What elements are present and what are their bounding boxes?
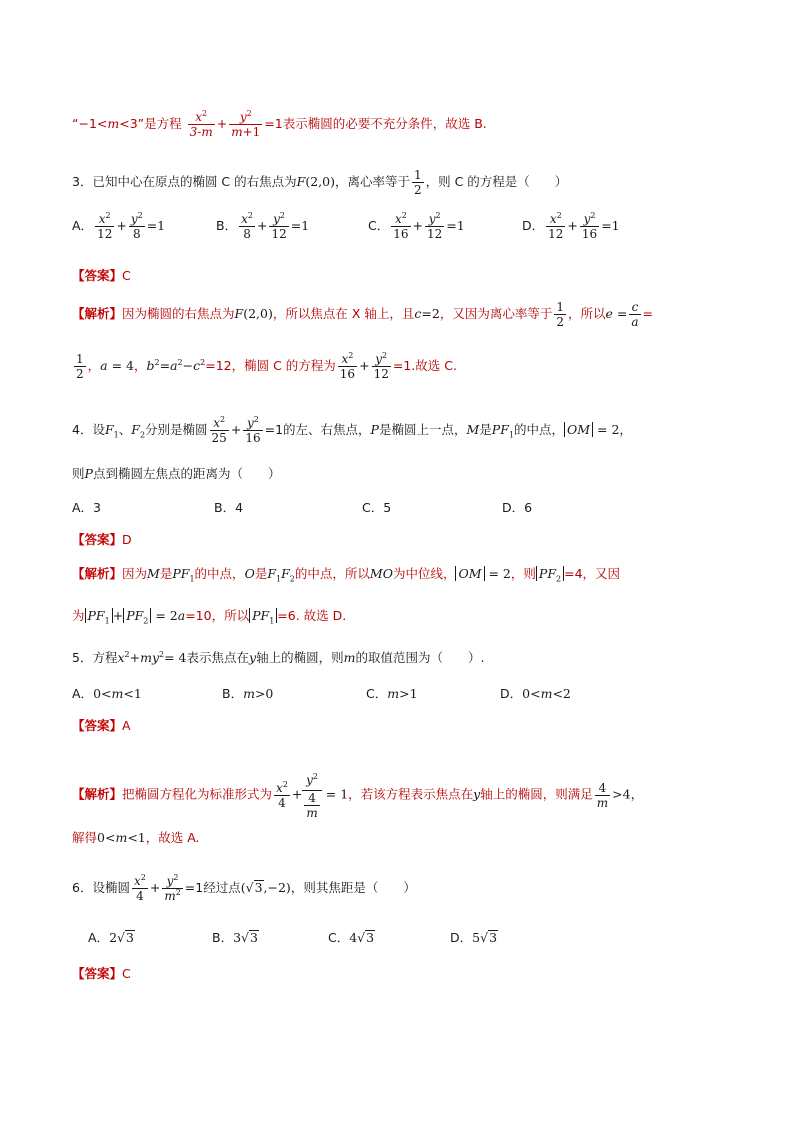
q5-option-c: C．m>1 [366,686,418,701]
q6-stem: 6．设椭圆 $\frac{x^2}{4}$ + $\frac{y^2}{m^2}$ =1经过点(√3,−2)，则其焦距是（ ） [72,873,416,903]
q5-stem: 5．方程$x^2+my^2= 4$表示焦点在y轴上的椭圆，则m的取值范围为（ ）. [72,649,485,665]
q3-stem [72,168,567,197]
q4-option-a: A．3 [72,500,102,515]
q6-option-b: B．3√3 [212,930,258,945]
q3-option-a: A． $\frac{x^2}{12}$ + $\frac{y^2}{8}$ =1 [72,211,166,241]
q5-option-b: B．m>0 [222,686,274,701]
math: F(2,0) [296,174,335,189]
q4-option-c: C．5 [362,500,392,515]
q6-option-a: A．2√3 [88,930,134,945]
q6-option-c: C．4√3 [328,930,375,945]
fraction: $\frac{x^2}{3-m}$ [189,109,213,139]
q4-analysis-1: 【解析】因为M是$PF_1$的中点，O是$F_1F_2$的中点，所以MO为中位线， OM = 2，则 $PF_2 =4$，又因 [72,566,621,584]
fraction: $\frac{y^2}{m+1}$ [231,109,261,139]
q4-stem-2: 则P点到椭圆左焦点的距离为（ ） [72,466,281,481]
line-1: “−1<m<3”是方程 $\frac{x^2}{3-m}$ + $\frac{y^2}{m+1}$ =1表示椭圆的必要不充分条件，故选 B. [72,109,487,139]
text: =1表示椭圆的必要不充分条件，故选 B. [264,116,487,131]
q3-option-b: B． $\frac{x^2}{8}$ + $\frac{y^2}{12}$ =1 [216,211,310,241]
var-m: m [107,116,120,131]
text: ，则 C 的方程是（ ） [425,174,568,189]
text: <3”是方程 [119,116,182,131]
q5-analysis-2: 解得0<m<1，故选 A. [72,830,200,845]
q4-stem-1: 4．设$F_1$、$F_2$分别是椭圆 $\frac{x^2}{25}$ + $\frac{y^2}{16}$ =1的左、右焦点，P是椭圆上一点，M是$PF_1$的中点， OM = 2， [72,415,632,445]
q5-option-d: D．0<m<2 [500,686,571,701]
text: 3．已知中心在原点的椭圆 C 的右焦点为 [72,174,297,189]
q5-answer: 【答案】A [72,718,131,733]
q3-analysis-2: $\frac{1}{2}$ ，a = 4，$b^2=a^2-c^2=12$，椭圆 C 的方程为 $\frac{x^2}{16}$ + $\frac{y^2}{12}$ =1.故选 C. [76,351,457,381]
q4-analysis-2: 为 $PF_1 + PF_2 = 2a=10$，所以 $PF_1 =6$. 故选 D. [72,608,347,626]
q4-answer: 【答案】D [72,532,132,547]
q6-option-d: D．5√3 [450,930,498,945]
q5-option-a: A．0<m<1 [72,686,142,701]
fraction: $\frac{1}{2}$ [413,168,422,197]
text: ，离心率等于 [334,174,410,189]
q4-option-d: D．6 [502,500,533,515]
q4-option-b: B．4 [214,500,244,515]
q6-answer: 【答案】C [72,966,131,981]
text: “−1< [72,116,108,131]
q5-analysis-1: 【解析】把椭圆方程化为标准形式为 $\frac{x^2}{4}$ + $\frac{y^2}{\frac{4}{m}}$ = 1，若该方程表示焦点在y轴上的椭圆，则满足 $\frac{4}{m}$ >4， [72,772,644,820]
q3-analysis-1: 【解析】因为椭圆的右焦点为F(2,0)，所以焦点在 X 轴上，且c=2，又因为离心率等于 $\frac{1}{2}$ ，所以e = $\frac{c}{a}$ = [72,300,653,329]
q3-option-d: D． $\frac{x^2}{12}$ + $\frac{y^2}{16}$ =1 [522,211,620,241]
q3-option-c: C． $\frac{x^2}{16}$ + $\frac{y^2}{12}$ =1 [368,211,465,241]
q3-answer: 【答案】C [72,268,131,283]
